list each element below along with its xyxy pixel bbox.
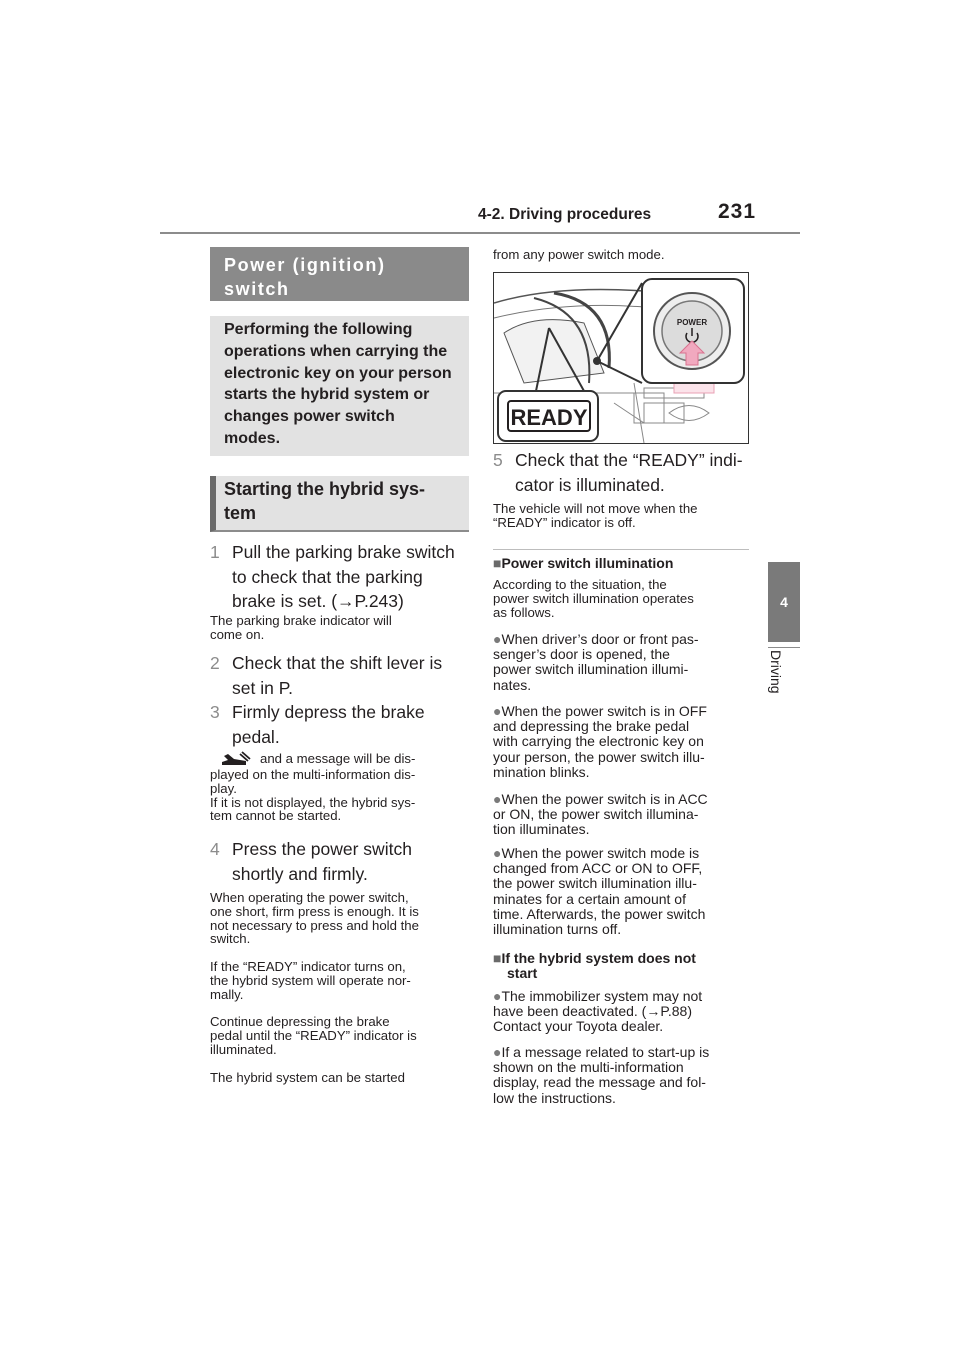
chapter-tab-number: 4 [768, 562, 800, 642]
step-5: 5 Check that the “READY” indi- cator is illuminated. [493, 450, 743, 495]
bullet-item: ●When the power switch is in OFF and depressing the brake pedal with carrying the electronic key on your person, the power switch illu- mination blinks. [493, 703, 707, 780]
step-4: 4 Press the power switch shortly and firmly. [210, 839, 412, 884]
section-hybrid-not-start: ■If the hybrid system does not start [493, 950, 696, 981]
bullet-icon: ● [493, 845, 502, 861]
figure-power-switch [493, 272, 749, 444]
note-step-4b: If the “READY” indicator turns on, the hybrid system will operate nor- mally. [210, 959, 411, 1002]
bullet-item: ●The immobilizer system may not have been deactivated. (→P.88) Contact your Toyota dealer. [493, 988, 703, 1035]
note-step-4a: When operating the power switch, one short, firm press is enough. It is not necessary to press and hold the switch. [210, 890, 419, 947]
note-step-4d: The hybrid system can be started [210, 1070, 405, 1085]
bullet-icon: ● [493, 791, 502, 807]
note-step-1: The parking brake indicator will come on. [210, 613, 392, 642]
power-label: POWER [676, 318, 708, 327]
step-2: 2 Check that the shift lever is set in P. [210, 653, 443, 698]
subheading-starting: Starting the hybrid sys- tem [210, 476, 469, 532]
section-divider [493, 549, 749, 550]
section-1-intro: According to the situation, the power switch illumination operates as follows. [493, 577, 694, 620]
brake-foot-indicator-icon [216, 750, 256, 768]
bullet-item: ●When driver’s door or front pas- senger’s door is opened, the power switch illumination illumi- nates. [493, 631, 699, 693]
note-step-3: and a message will be dis- played on the multi-information dis- play. If it is not displayed, the hybrid sys- tem cannot be started. [210, 751, 416, 824]
heading-box-power-switch: Power (ignition) switch [210, 247, 469, 301]
section-power-switch-illumination: ■Power switch illumination [493, 555, 674, 571]
note-step-4c: Continue depressing the brake pedal until the “READY” indicator is illuminated. [210, 1014, 417, 1057]
bullet-icon: ● [493, 703, 502, 719]
note-step-5: The vehicle will not move when the “READY” indicator is off. [493, 501, 698, 530]
dashboard-illustration [494, 273, 749, 444]
ready-label: READY [510, 405, 588, 430]
bullet-icon: ● [493, 1044, 502, 1060]
bullet-icon: ● [493, 988, 502, 1004]
header-rule [160, 232, 800, 234]
bullet-item: ●When the power switch mode is changed from ACC or ON to OFF, the power switch illumination illu- minates for a certain amount of time. Afterwards, the power switch illumination turns off. [493, 845, 706, 938]
bullet-icon: ● [493, 631, 502, 647]
square-bullet-icon: ■ [493, 950, 502, 966]
square-bullet-icon: ■ [493, 555, 502, 571]
chapter-tab-label: Driving [768, 650, 784, 694]
step-1: 1 Pull the parking brake switch to check that the parking brake is set. (→P.243) [210, 542, 455, 611]
section-title: 4-2. Driving procedures [478, 206, 652, 223]
page-number: 231 [718, 200, 757, 223]
tab-rule [768, 647, 800, 648]
continued-text: from any power switch mode. [493, 247, 665, 262]
intro-box: Performing the following operations when carrying the electronic key on your person starts the hybrid system or changes power switch modes. [210, 316, 469, 456]
bullet-item: ●If a message related to start-up is shown on the multi-information display, read the message and fol- low the instructions. [493, 1044, 710, 1106]
step-3: 3 Firmly depress the brake pedal. [210, 702, 425, 747]
bullet-item: ●When the power switch is in ACC or ON, the power switch illumina- tion illuminates. [493, 791, 708, 838]
